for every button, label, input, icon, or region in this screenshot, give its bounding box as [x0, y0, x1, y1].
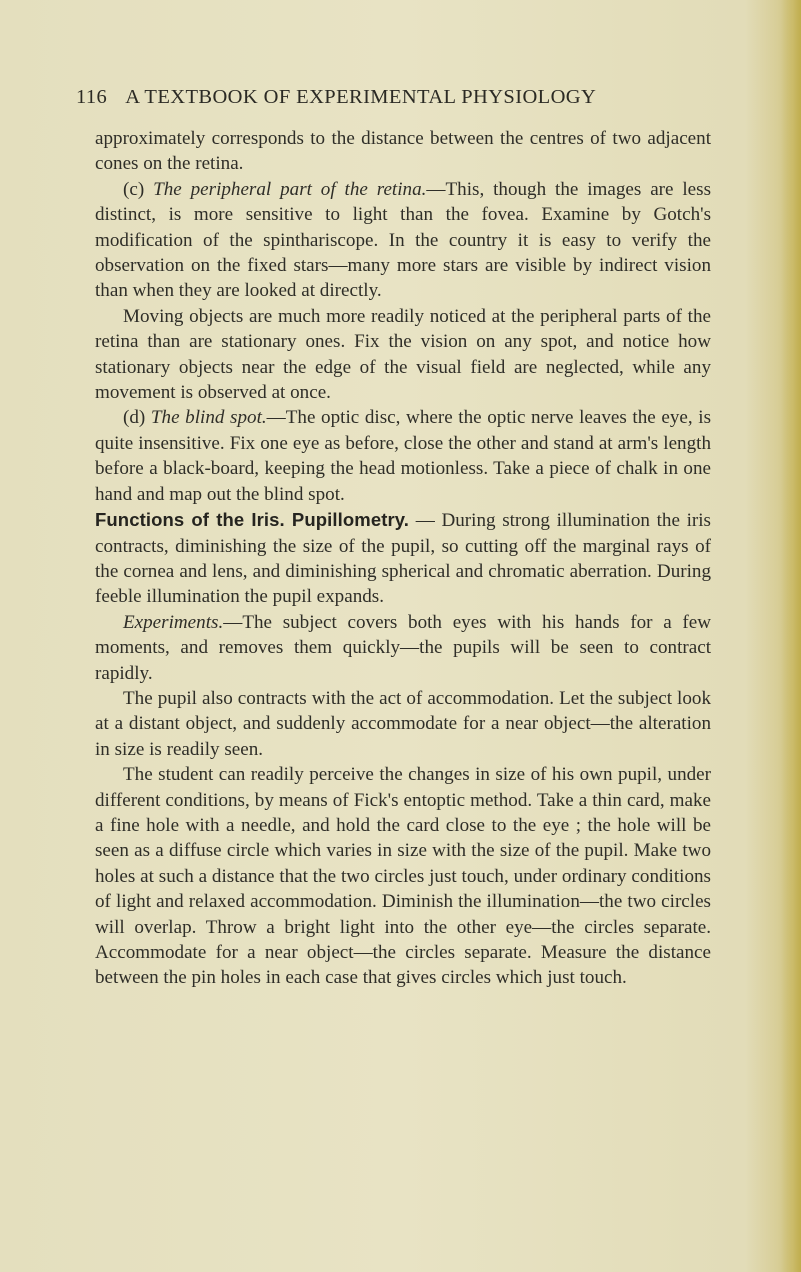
paragraph-experiments [95, 610, 711, 686]
text-peripheral-retina: —This, though the images are less distinct, is more sensitive to light than the fovea. Examine by Gotch's modification of the spinthariscope. In the country it is easy to verify the observation on the fixed stars—many more stars are visible by indirect vision than when they are looked at directly. [95, 178, 712, 302]
paragraph-continuation: approximately corresponds to the distance between the centres of two adjacent cones on the retina. [95, 128, 711, 175]
running-head [76, 86, 716, 109]
text-experiments: —The subject covers both eyes with his hands for a few moments, and removes them quickly—the pupils will be seen to contract rapidly. [95, 611, 711, 684]
paragraph-peripheral-retina [95, 177, 711, 304]
heading-experiments: Experiments. [123, 611, 224, 633]
item-label-c: (c) [123, 178, 145, 200]
paragraph-moving-objects: Moving objects are much more readily noticed at the peripheral parts of the retina than are stationary ones. Fix the vision on any spot, and notice how stationary objects near the edge of the visual field are neglected, while any movement is observed at once. [95, 305, 711, 404]
section-heading-iris: Functions of the Iris. Pupillometry. [95, 509, 410, 531]
heading-peripheral-retina: The peripheral part of the retina. [153, 178, 427, 200]
heading-blind-spot: The blind spot. [150, 407, 267, 429]
text-iris: — During strong illumination the iris contracts, diminishing the size of the pupil, so cutting off the marginal rays of the cornea and lens, and diminishing spherical and chromatic aberration. During feeble illumination the pupil expands. [95, 510, 711, 608]
paragraph-fick-method: The student can readily perceive the changes in size of his own pupil, under different conditions, by means of Fick's entoptic method. Take a thin card, make a fine hole with a needle, and hold the card close to the eye ; the hole will be seen as a diffuse circle which varies in size with the size of the pupil. Make two holes at such a distance that the two circles just touch, under ordinary conditions of light and relaxed accommodation. Diminish the illumination—the two circles will overlap. Throw a bright light into the other eye—the circles separate. Accommodate for a near object—the circles separate. Measure the distance between the pin holes in each case that gives circles which just touch. [95, 764, 711, 989]
page-edge-shading [781, 0, 801, 1272]
text-blind-spot: —The optic disc, where the optic nerve leaves the eye, is quite insensitive. Fix one eye as before, close the other and stand at arm's length before a black-board, keeping the head motionless. Take a piece of chalk in one hand and map out the blind spot. [95, 407, 711, 505]
paragraph-blind-spot [95, 405, 711, 507]
paragraph-iris [95, 507, 711, 610]
item-label-d: (d) [123, 407, 146, 429]
paragraph-accommodation: The pupil also contracts with the act of accommodation. Let the subject look at a distant object, and suddenly accommodate for a near object—the alteration in size is readily seen. [95, 687, 711, 760]
running-title: A TEXTBOOK OF EXPERIMENTAL PHYSIOLOGY [125, 86, 597, 108]
page-number: 116 [76, 86, 108, 108]
body-text [95, 126, 711, 991]
